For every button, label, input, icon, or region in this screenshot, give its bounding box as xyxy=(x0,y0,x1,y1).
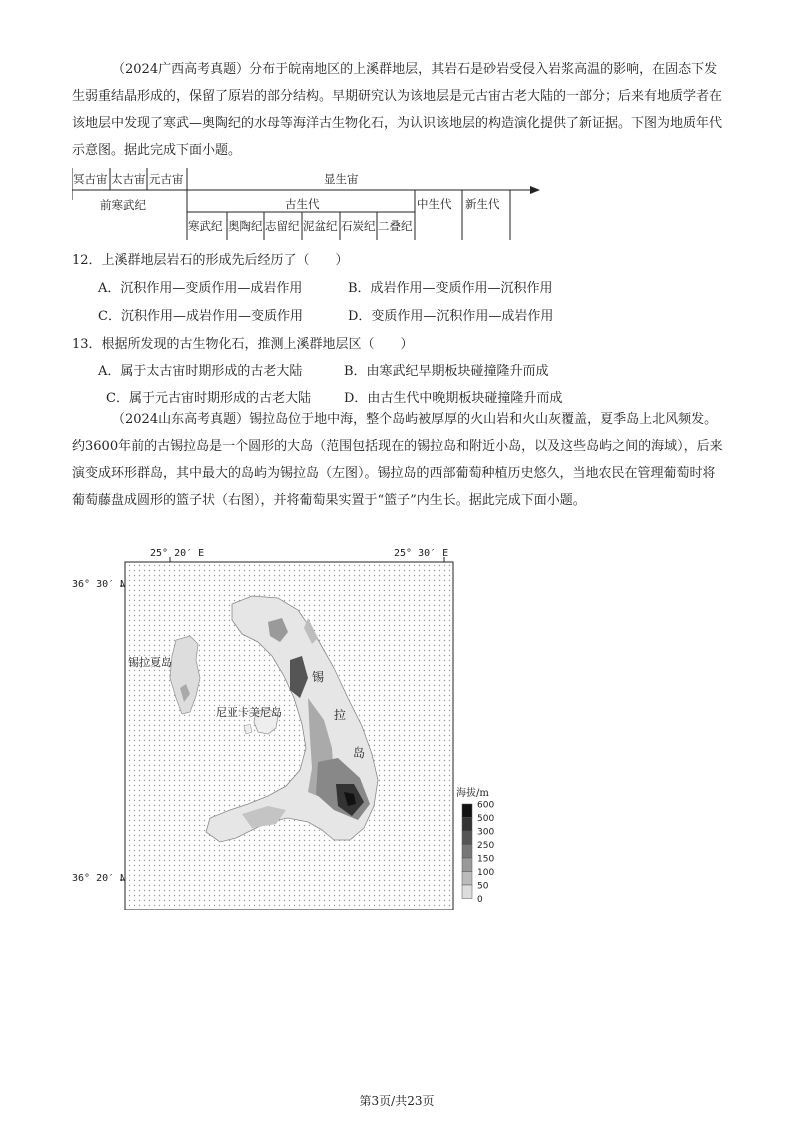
santorini-elevation-map xyxy=(72,548,512,910)
longitude-right-label: 25° 30′ E xyxy=(394,548,449,559)
label-thira-char-2: 拉 xyxy=(334,708,347,722)
label-thira-char-3: 岛 xyxy=(353,746,366,760)
question-13-option-a: A．属于太古宙时期形成的古老大陆 xyxy=(98,364,303,379)
map-graphic xyxy=(72,548,512,910)
label-nea-kameni: 尼亚卡美尼岛 xyxy=(216,706,282,719)
legend-value-label: 150 xyxy=(477,854,495,865)
legend-swatch xyxy=(462,804,472,818)
legend-value-label: 500 xyxy=(477,814,495,824)
longitude-left-label: 25° 20′ E xyxy=(150,548,205,559)
question-12-stem: 12．上溪群地层岩石的形成先后经历了（ ） xyxy=(72,253,349,268)
question-13-stem: 13．根据所发现的古生物化石，推测上溪群地层区（ ） xyxy=(72,337,414,352)
label-thira-char-1: 锡 xyxy=(312,670,325,684)
legend-title: 海拔/m xyxy=(456,788,489,799)
question-12-option-c: C．沉积作用—成岩作用—变质作用 xyxy=(98,309,303,324)
legend-value-label: 100 xyxy=(477,868,495,878)
question-intro-2: （2024山东高考真题）锡拉岛位于地中海，整个岛屿被厚厚的火山岩和火山灰覆盖，夏季岛上北风频发。约3600年前的古锡拉岛是一个圆形的大岛（范围包括现在的锡拉岛和附近小岛，以及这些岛屿之间的海域），后来演变成环形群岛，其中最大的岛屿为锡拉岛（左图）。锡拉岛的西部葡萄种植历史悠久，当地农民在管理葡萄时将葡萄藤盘成圆形的篮子状（右图），并将葡萄果实置于“篮子”内生长。据此完成下面小题。 xyxy=(72,412,723,508)
era-paleozoic: 古生代 xyxy=(285,197,320,211)
eon-hadean: 冥古宙 xyxy=(73,172,108,186)
legend-value-label: 250 xyxy=(477,841,495,851)
period-ordovician: 奥陶纪 xyxy=(228,219,263,233)
page-footer: 第3页/共23页 xyxy=(359,1094,435,1108)
question-13-option-c: C．属于元古宙时期形成的古老大陆 xyxy=(106,391,311,406)
question-intro-1: （2024广西高考真题）分布于皖南地区的上溪群地层，其岩石是砂岩受侵入岩浆高温的影响，在固态下发生弱重结晶形成的，保留了原岩的部分结构。早期研究认为该地层是元古宙古老大陆的一部分；后来有地质学者在该地层中发现了寒武—奥陶纪的水母等海洋古生物化石，为认识该地层的构造演化提供了新证据。下图为地质年代示意图。据此完成下面小题。 xyxy=(72,62,723,158)
legend-value-label: 50 xyxy=(477,881,489,892)
legend-swatch xyxy=(462,872,472,886)
legend-value-label: 600 xyxy=(477,800,495,811)
eon-proterozoic: 元古宙 xyxy=(149,172,184,186)
legend-swatch xyxy=(462,845,472,859)
latitude-top-label: 36° 30′ N xyxy=(72,579,127,590)
elevation-legend xyxy=(456,784,512,908)
legend-swatch xyxy=(462,831,472,845)
precambrian-label: 前寒武纪 xyxy=(100,198,146,212)
legend-value-label: 300 xyxy=(477,827,495,838)
question-12-option-d: D．变质作用—沉积作用—成岩作用 xyxy=(348,309,554,324)
period-permian: 二叠纪 xyxy=(378,219,413,233)
era-mesozoic: 中生代 xyxy=(417,197,452,211)
question-13-option-d: D．由古生代中晚期板块碰撞隆升而成 xyxy=(344,391,563,406)
period-carboniferous: 石炭纪 xyxy=(341,219,376,233)
legend-swatch xyxy=(462,818,472,832)
eon-archean: 太古宙 xyxy=(111,172,146,186)
legend-swatches xyxy=(456,800,512,910)
question-12-option-b: B．成岩作用—变质作用—沉积作用 xyxy=(348,281,553,296)
label-thirasia: 锡拉夏岛 xyxy=(128,656,172,669)
question-13-option-b: B．由寒武纪早期板块碰撞隆升而成 xyxy=(344,364,549,379)
question-12-option-a: A．沉积作用—变质作用—成岩作用 xyxy=(98,281,303,296)
period-devonian: 泥盆纪 xyxy=(303,219,338,233)
latitude-bottom-label: 36° 20′ N xyxy=(72,873,127,884)
eon-phanerozoic: 显生宙 xyxy=(324,172,359,186)
era-cenozoic: 新生代 xyxy=(465,197,500,211)
legend-swatch xyxy=(462,858,472,872)
geologic-time-chart xyxy=(72,168,542,240)
legend-swatch xyxy=(462,885,472,899)
period-cambrian: 寒武纪 xyxy=(188,219,223,233)
period-silurian: 志留纪 xyxy=(265,219,300,233)
legend-value-label: 0 xyxy=(477,895,483,905)
